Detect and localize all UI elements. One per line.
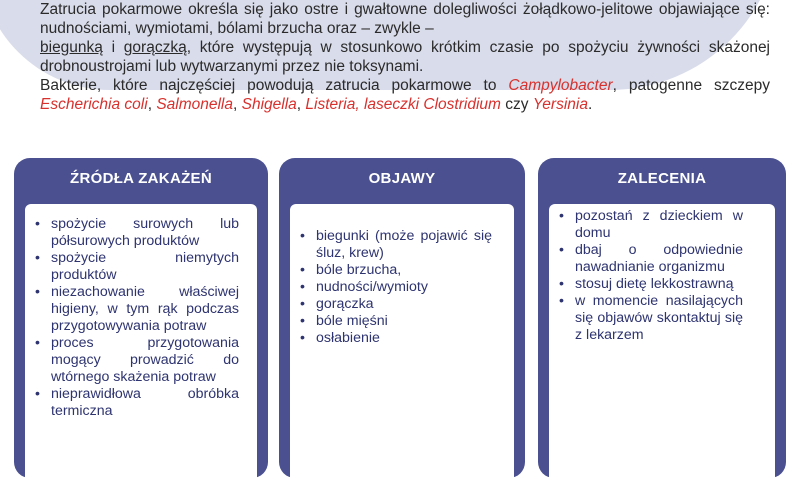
list-item: • biegunki (może pojawić się śluz, krew) bbox=[298, 228, 492, 262]
intro-paragraph-1 bbox=[40, 0, 770, 76]
card-body bbox=[549, 204, 775, 478]
recommendations-list bbox=[557, 208, 743, 344]
list-item: • w momencie nasilających się objawów skontaktuj się z lekarzem bbox=[557, 293, 743, 344]
bacteria-ecoli: Escherichia coli bbox=[40, 96, 148, 113]
card-symptoms bbox=[279, 158, 525, 478]
list-item: • dbaj o odpowiednie nawadnianie organizmu bbox=[557, 242, 743, 276]
list-item: • niezachowanie właściwej higieny, w tym rąk podczas przygotowywania potraw bbox=[33, 284, 239, 335]
card-title: OBJAWY bbox=[368, 170, 436, 187]
list-item: • proces przygotowania mogący prowadzić do wtórnego skażenia potraw bbox=[33, 335, 239, 386]
list-item: • osłabienie bbox=[298, 330, 492, 347]
intro-p1-text: Zatrucia pokarmowe określa się jako ostre i gwałtowne dolegliwości żołądkowo-jelitowe objawiające się: nudnościami, wymiotami, bólami brzucha oraz – zwykle – bbox=[40, 1, 770, 37]
intro-period: . bbox=[587, 96, 593, 113]
card-body bbox=[290, 204, 514, 478]
card-title: ZALECENIA bbox=[617, 170, 707, 187]
list-item: • bóle mięśni bbox=[298, 313, 492, 330]
intro-p2-text-2: , patogenne szczepy bbox=[612, 77, 770, 94]
intro-separator: , bbox=[147, 96, 157, 113]
card-title: ŹRÓDŁA ZAKAŻEŃ bbox=[70, 170, 212, 187]
list-item: • spożycie niemytych produktów bbox=[33, 250, 239, 284]
list-item: • gorączka bbox=[298, 296, 492, 313]
bacteria-shigella: Shigella bbox=[241, 96, 297, 113]
list-item: • nieprawidłowa obróbka termiczna bbox=[33, 386, 239, 420]
list-item: • stosuj dietę lekkostrawną bbox=[557, 276, 743, 293]
symptoms-list bbox=[298, 228, 492, 347]
intro-diarrhea-word: biegunką bbox=[40, 39, 103, 56]
card-body bbox=[25, 204, 257, 478]
intro-czy: czy bbox=[500, 96, 533, 113]
intro-and: i bbox=[102, 39, 124, 56]
infection-sources-list bbox=[33, 216, 239, 420]
intro-text bbox=[40, 0, 770, 114]
list-item: • bóle brzucha, bbox=[298, 262, 492, 279]
bacteria-salmonella: Salmonella bbox=[156, 96, 233, 113]
intro-p1-text-2: , które występują w stosunkowo krótkim czasie po spożyciu żywności skażonej drobnoustrojami lub wytwarzanymi przez nie toksynami. bbox=[40, 39, 771, 75]
list-item: • nudności/wymioty bbox=[298, 279, 492, 296]
bacteria-campylobacter: Campylobacter bbox=[508, 77, 613, 94]
card-recommendations bbox=[538, 158, 786, 478]
card-infection-sources bbox=[14, 158, 268, 478]
bacteria-yersinia: Yersinia bbox=[532, 96, 588, 113]
intro-fever-word: gorączką bbox=[123, 39, 187, 56]
list-item: • pozostań z dzieckiem w domu bbox=[557, 208, 743, 242]
list-item: • spożycie surowych lub półsurowych produktów bbox=[33, 216, 239, 250]
intro-paragraph-2 bbox=[40, 76, 770, 114]
intro-separator: , bbox=[233, 96, 242, 113]
intro-separator: , bbox=[296, 96, 306, 113]
intro-p2-text: Bakterie, które najczęściej powodują zatrucia pokarmowe to bbox=[40, 77, 509, 94]
bacteria-listeria-clostridium: Listeria, laseczki Clostridium bbox=[305, 96, 501, 113]
